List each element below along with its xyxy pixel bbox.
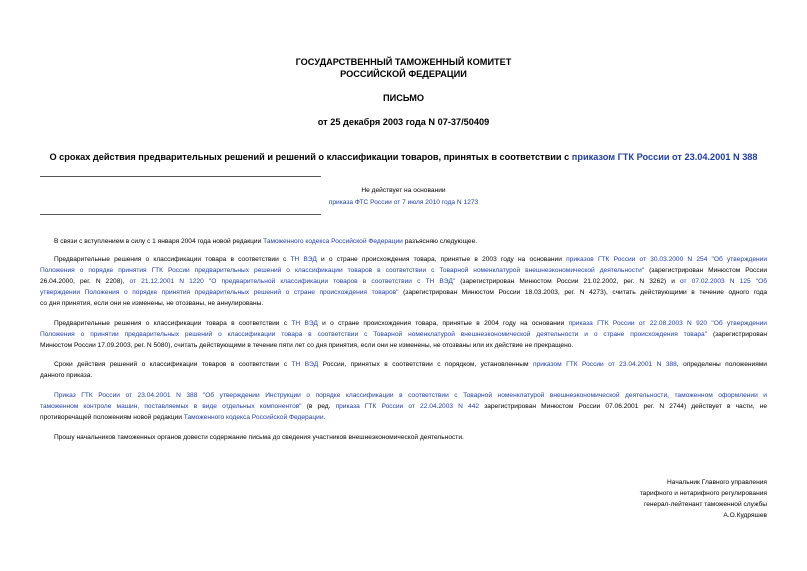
title-link[interactable]: приказом ГТК России от 23.04.2001 N 388 xyxy=(571,152,758,162)
paragraph-line xyxy=(40,370,767,381)
tk-rf-link[interactable]: Таможенного кодекса Российской Федерации xyxy=(263,238,403,245)
text-run: (в ред. xyxy=(301,403,336,410)
text-run: , определены положениями xyxy=(676,361,767,368)
order-920-link[interactable]: Положения о принятии предварительных решений о классификации товара в соответствии с Товарной номенклатурой внешнеэкономической деятельности и о стране происхождения товара" xyxy=(40,331,708,338)
paragraph-line xyxy=(40,340,767,351)
paragraph-line xyxy=(40,276,767,287)
paragraph-line xyxy=(40,412,767,423)
text-run: зарегистрирован Минюстом России 07.06.2001 рег. N 2744) действует в части, не xyxy=(479,403,767,410)
title-text: О сроках действия предварительных решений и решений о классификации товаров, принятых в соответствии с xyxy=(49,152,572,162)
order-920-link[interactable]: приказа ГТК России от 22.08.2003 N 920 "Об утверждении xyxy=(568,320,767,327)
order-254-link[interactable]: Положения о порядке принятия ГТК России предварительных решений о классификации товаров в соответствии с Товарной номенклатурой внешнеэкономической деятельности" xyxy=(40,267,645,274)
paragraph-line xyxy=(40,298,767,309)
signature-name: А.О.Кудряшев xyxy=(723,512,767,519)
paragraph-line xyxy=(40,401,767,412)
order-125-link[interactable]: от 07.02.2003 N 125 "Об xyxy=(680,278,768,285)
text-run: 26.04.2000, рег. N 2208), xyxy=(40,278,130,285)
document-title xyxy=(40,151,767,163)
issuer-line-1: ГОСУДАРСТВЕННЫЙ ТАМОЖЕННЫЙ КОМИТЕТ xyxy=(295,57,512,67)
order-442-link[interactable]: приказа ГТК России от 22.04.2003 N 442 xyxy=(335,403,480,410)
text-run: (зарегистрирован Минюстом России xyxy=(644,267,767,274)
document-type: ПИСЬМО xyxy=(382,93,425,103)
order-388-link[interactable]: Приказ ГТК России от 23.04.2001 N 388 "Об утверждении Инструкции о порядке классификации в соответствии с Товарной номенклатурой внешнеэкономической деятельности, таможенном оформлении и xyxy=(54,392,767,399)
paragraph-2 xyxy=(40,254,767,309)
divider-bottom xyxy=(40,214,321,215)
order-254-link[interactable]: приказов ГТК России от 30.03.2000 N 254 "Об утверждении xyxy=(566,256,768,263)
status-note-link-wrap xyxy=(300,197,507,209)
text-run: Сроки действия решений о классификации товаров в соответствии с xyxy=(54,361,292,368)
text-run: (зарегистрирован Минюстом России 18.03.2003, рег. N 4273), считать действующими в течение одного года xyxy=(398,289,767,296)
signature-department: тарифного и нетарифного регулирования xyxy=(639,490,767,497)
paragraph-line xyxy=(40,236,767,247)
text-run: (зарегистрирован Минюстом России 21.02.2002, рег. N 3262) и xyxy=(455,278,681,285)
paragraph-line xyxy=(40,265,767,276)
text-run: данного приказа. xyxy=(40,372,93,379)
text-run: и о стране происхождения товара, принятые в 2003 году на основании xyxy=(316,256,567,263)
paragraph-6 xyxy=(40,432,767,443)
paragraph-line xyxy=(40,287,767,298)
status-note-link[interactable]: приказа ФТС России от 7 июля 2010 года N 1273 xyxy=(328,199,479,206)
order-125-link[interactable]: утверждении Положения о порядке принятия предварительных решений о стране происхождения товаров" xyxy=(40,289,399,296)
tn-ved-link[interactable]: ТН ВЭД xyxy=(291,320,318,327)
paragraph-line xyxy=(40,390,767,401)
text-run: разъясняю следующее. xyxy=(402,238,478,245)
text-run: Минюстом России 17.09.2003, рег. N 5080), считать действующими в течение пяти лет со дня принятия, если они не изменены, не отозваны или их действие не прекращено. xyxy=(40,342,574,349)
paragraph-line xyxy=(40,432,767,443)
tn-ved-link[interactable]: ТН ВЭД xyxy=(290,256,317,263)
order-1220-link[interactable]: от 21.12.2001 N 1220 "О предварительной классификации товаров в соответствии с ТН ВЭД" xyxy=(129,278,456,285)
paragraph-3 xyxy=(40,318,767,351)
text-run: России, принятых в соответствии с порядком, установленным xyxy=(318,361,533,368)
order-388-link[interactable]: приказом ГТК России от 23.04.2001 N 388 xyxy=(532,361,677,368)
text-run: . xyxy=(323,414,326,421)
text-run: Предварительные решения о классификации товара в соответствии с xyxy=(54,256,291,263)
tn-ved-link[interactable]: ТН ВЭД xyxy=(291,361,319,368)
text-run: В связи с вступлением в силу с 1 января 2004 года новой редакции xyxy=(54,238,264,245)
text-run: со дня принятия, если они не изменены, не отозваны, не аннулированы. xyxy=(40,300,264,307)
text-run: Прошу начальников таможенных органов довести содержание письма до сведения участников внешнеэкономической деятельности. xyxy=(54,434,464,441)
text-run: противоречащей положениям новой редакции xyxy=(40,414,184,421)
paragraph-line xyxy=(40,318,767,329)
text-run: (зарегистрирован xyxy=(707,331,767,338)
divider-top xyxy=(40,176,321,177)
paragraph-line xyxy=(40,329,767,340)
tk-rf-link[interactable]: Таможенного кодекса Российской Федерации xyxy=(183,414,324,421)
signature-rank: генерал-лейтенант таможенной службы xyxy=(643,501,767,508)
paragraph-line xyxy=(40,359,767,370)
paragraph-1 xyxy=(40,236,767,247)
order-388-link[interactable]: таможенном контроле машин, поставляемых в виде отдельных компонентов" xyxy=(40,403,302,410)
paragraph-line xyxy=(40,254,767,265)
document-date-number: от 25 декабря 2003 года N 07-37/50409 xyxy=(317,117,490,127)
signature-position: Начальник Главного управления xyxy=(667,479,767,486)
issuer-line-2: РОССИЙСКОЙ ФЕДЕРАЦИИ xyxy=(340,69,467,79)
status-note-text: Не действует на основании xyxy=(361,187,446,194)
paragraph-4 xyxy=(40,359,767,381)
paragraph-5 xyxy=(40,390,767,423)
text-run: Предварительные решения о классификации товара в соответствии с xyxy=(54,320,292,327)
text-run: и о стране происхождения товара, принятые в 2004 году на основании xyxy=(317,320,569,327)
